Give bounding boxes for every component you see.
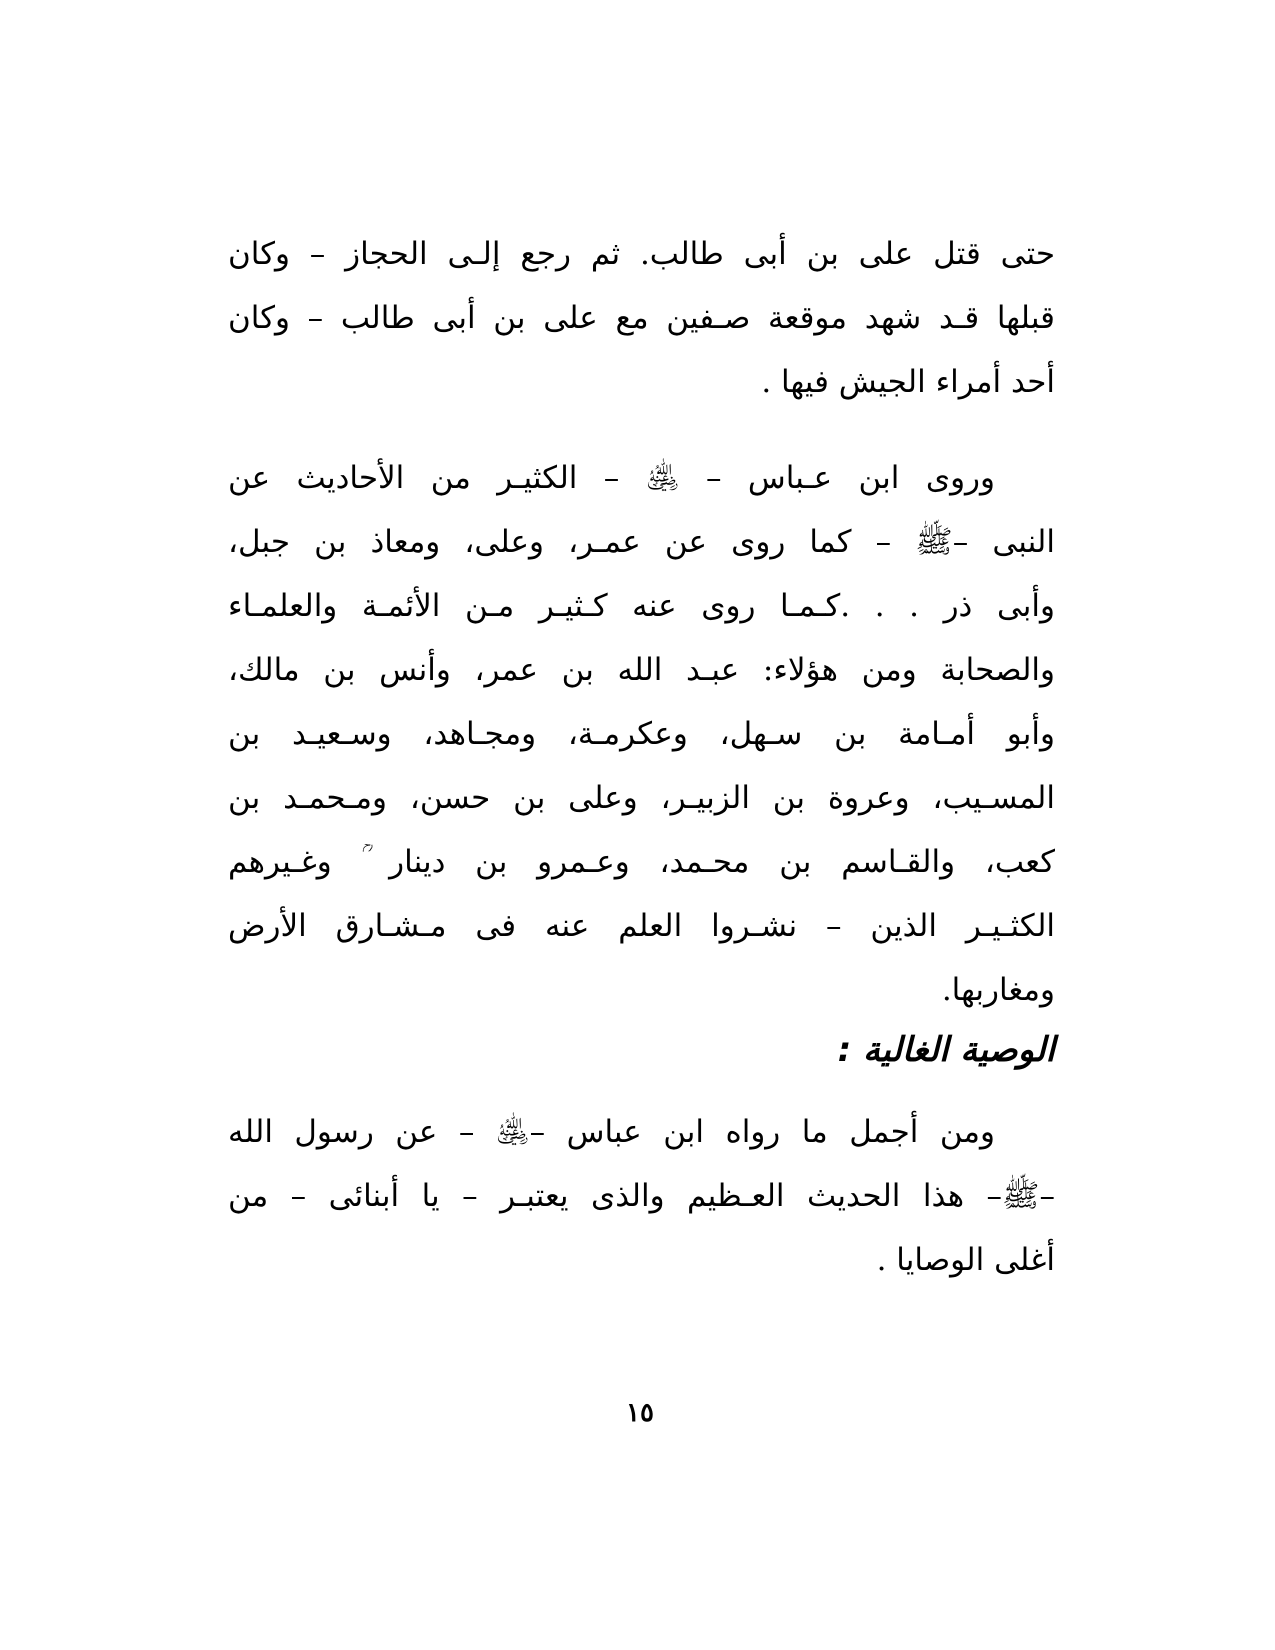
paragraph-line: –ﷺ– هذا الحديث العـظيم والذى يعتبـر – يا أبنائى – من <box>228 1178 1055 1214</box>
paragraph-1 <box>228 222 1055 414</box>
paragraph-3 <box>228 1100 1055 1292</box>
paragraph-line: كعب، والقـاسم بن محـمد، وعـمرو بن دينار ؒ وغـيرهم <box>228 844 1055 880</box>
page-number: ١٥ <box>626 1398 654 1428</box>
paragraph-line: أحد أمراء الجيش فيها . <box>761 364 1055 400</box>
paragraph-line: أغلى الوصايا . <box>876 1242 1055 1278</box>
paragraph-line: ومن أجمل ما رواه ابن عباس –﵁ – عن رسول الله <box>228 1114 995 1150</box>
paragraph-line: النبى –ﷺ – كما روى عن عمـر، وعلى، ومعاذ بن جبل، <box>228 524 1055 560</box>
paragraph-2 <box>228 446 1055 1022</box>
paragraph-line: الكثـيـر الذين – نشـروا العلم عنه فى مـشـارق الأرض <box>228 908 1055 944</box>
section-heading: الوصية الغالية : <box>837 1030 1055 1070</box>
paragraph-line: ومغاربها. <box>941 972 1055 1008</box>
paragraph-line: قبلها قـد شهد موقعة صـفين مع على بن أبى طالب – وكان <box>228 300 1055 336</box>
paragraph-line: المسـيب، وعروة بن الزبيـر، وعلى بن حسن، ومـحمـد بن <box>228 780 1055 816</box>
paragraph-line: والصحابة ومن هؤلاء: عبـد الله بن عمر، وأنس بن مالك، <box>228 652 1055 688</box>
paragraph-line: وأبو أمـامة بن سـهل، وعكرمـة، ومجـاهد، وسـعيـد بن <box>228 716 1055 752</box>
paragraph-line: وروى ابن عـباس – ﵁ – الكثيـر من الأحاديث عن <box>228 460 995 496</box>
paragraph-line: وأبى ذر . . .كـمـا روى عنه كـثيـر مـن الأئمـة والعلمـاء <box>228 588 1055 624</box>
paragraph-line: حتى قتل على بن أبى طالب. ثم رجع إلـى الحجاز – وكان <box>228 236 1055 272</box>
